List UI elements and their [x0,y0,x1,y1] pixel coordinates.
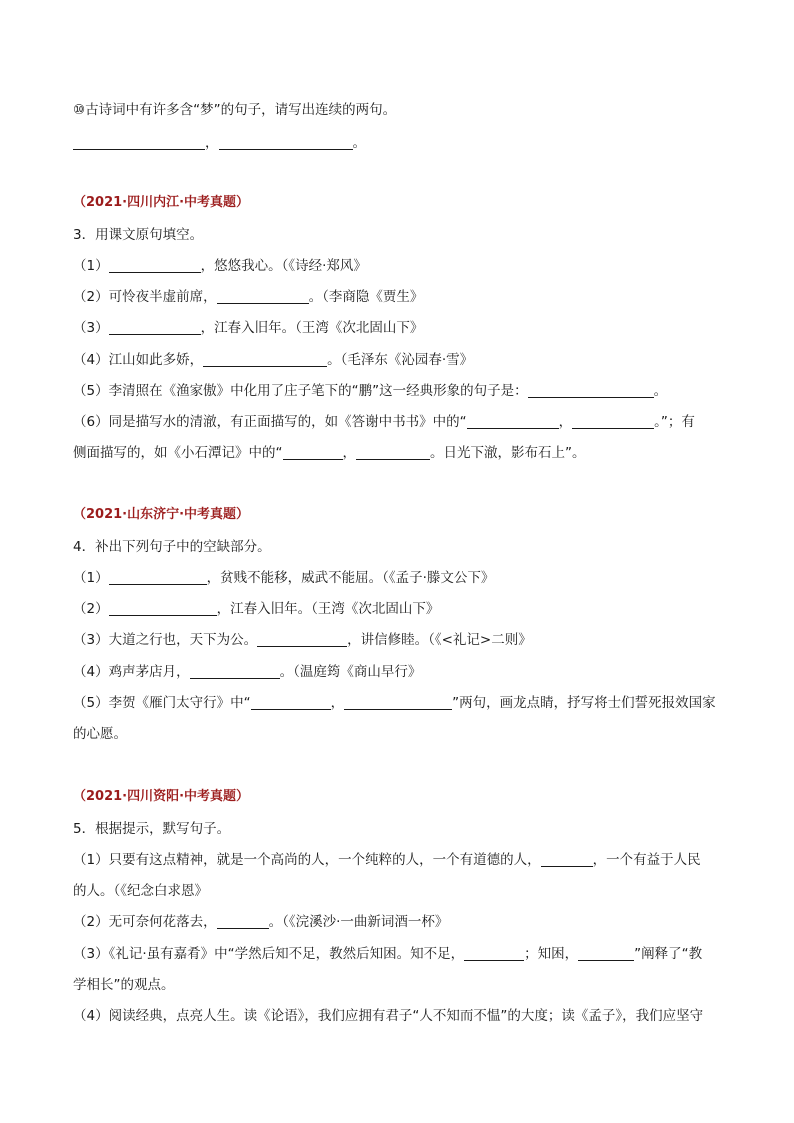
question-3-item-5: （5）李清照在《渔家傲》中化用了庄子笔下的“鹏”这一经典形象的句子是： 。 [73,383,668,399]
question-3-source: （2021·四川内江·中考真题） [73,195,250,210]
question-5-item-3-line-2: 学相长”的观点。 [73,977,175,993]
answer-blank[interactable] [251,695,331,710]
question-3-item-6-line-2: 侧面描写的，如《小石潭记》中的“ ， 。日光下澈，影布石上”。 [73,445,586,461]
answer-blank[interactable] [203,352,327,367]
question-5-item-1-line-2: 的人。（《纪念白求恩》 [73,883,208,899]
answer-blank[interactable] [109,320,201,335]
answer-blank[interactable] [219,135,353,150]
question-10-prompt: ⑩古诗词中有许多含“梦”的句子，请写出连续的两句。 [73,102,397,118]
answer-blank[interactable] [541,852,593,867]
answer-blank[interactable] [73,135,205,150]
question-3-item-3: （3） ，江春入旧年。（王湾《次北固山下》 [73,320,424,336]
answer-blank[interactable] [578,946,634,961]
question-3-item-1: （1） ，悠悠我心。（《诗经·郑风》 [73,258,367,274]
question-3-item-2: （2）可怜夜半虚前席， 。（李商隐《贾生》 [73,289,424,305]
question-4-item-1: （1） ，贫贱不能移，威武不能屈。（《孟子·滕文公下》 [73,570,495,586]
question-4-item-3: （3）大道之行也，天下为公。 ，讲信修睦。（《<礼记>二则》 [73,632,532,648]
answer-blank[interactable] [528,383,654,398]
question-3-title: 3．用课文原句填空。 [73,227,204,243]
question-5-title: 5．根据提示，默写句子。 [73,821,231,837]
question-4-item-5-line-2: 的心愿。 [73,726,127,742]
question-4-item-5: （5）李贺《雁门太守行》中“ ， ”两句，画龙点睛，抒写将士们誓死报效国家 [73,695,716,711]
question-5-item-4: （4）阅读经典，点亮人生。读《论语》，我们应拥有君子“人不知而不愠”的大度；读《孟子》，我们应坚守 [73,1008,704,1024]
answer-blank[interactable] [217,289,309,304]
question-4-source: （2021·山东济宁·中考真题） [73,507,250,522]
question-3-item-6: （6）同是描写水的清澈，有正面描写的，如《答谢中书书》中的“ ， 。”；有 [73,414,695,430]
question-5-item-3: （3）《礼记·虽有嘉肴》中“学然后知不足，教然后知困。知不足， ；知困， ”阐释了“教 [73,946,703,962]
question-5-item-2: （2）无可奈何花落去， 。（《浣溪沙·一曲新词酒一杯》 [73,914,449,930]
answer-blank[interactable] [109,570,207,585]
answer-blank[interactable] [572,414,654,429]
answer-blank[interactable] [464,946,524,961]
answer-blank[interactable] [217,914,269,929]
question-4-title: 4．补出下列句子中的空缺部分。 [73,539,271,555]
question-5-source: （2021·四川资阳·中考真题） [73,789,250,804]
question-5-item-1: （1）只要有这点精神，就是一个高尚的人，一个纯粹的人，一个有道德的人， ，一个有益于人民 [73,852,701,868]
answer-blank[interactable] [109,601,217,616]
answer-blank[interactable] [257,632,347,647]
question-3-item-4: （4）江山如此多娇， 。（毛泽东《沁园春·雪》 [73,352,474,368]
answer-blank[interactable] [190,664,280,679]
answer-blank[interactable] [467,414,559,429]
question-4-item-4: （4）鸡声茅店月， 。（温庭筠《商山早行》 [73,664,422,680]
answer-blank[interactable] [109,258,201,273]
question-10-answer-line: ， 。 [73,133,366,153]
answer-blank[interactable] [344,695,452,710]
answer-blank[interactable] [356,445,430,460]
answer-blank[interactable] [283,445,343,460]
question-4-item-2: （2） ，江春入旧年。（王湾《次北固山下》 [73,601,440,617]
